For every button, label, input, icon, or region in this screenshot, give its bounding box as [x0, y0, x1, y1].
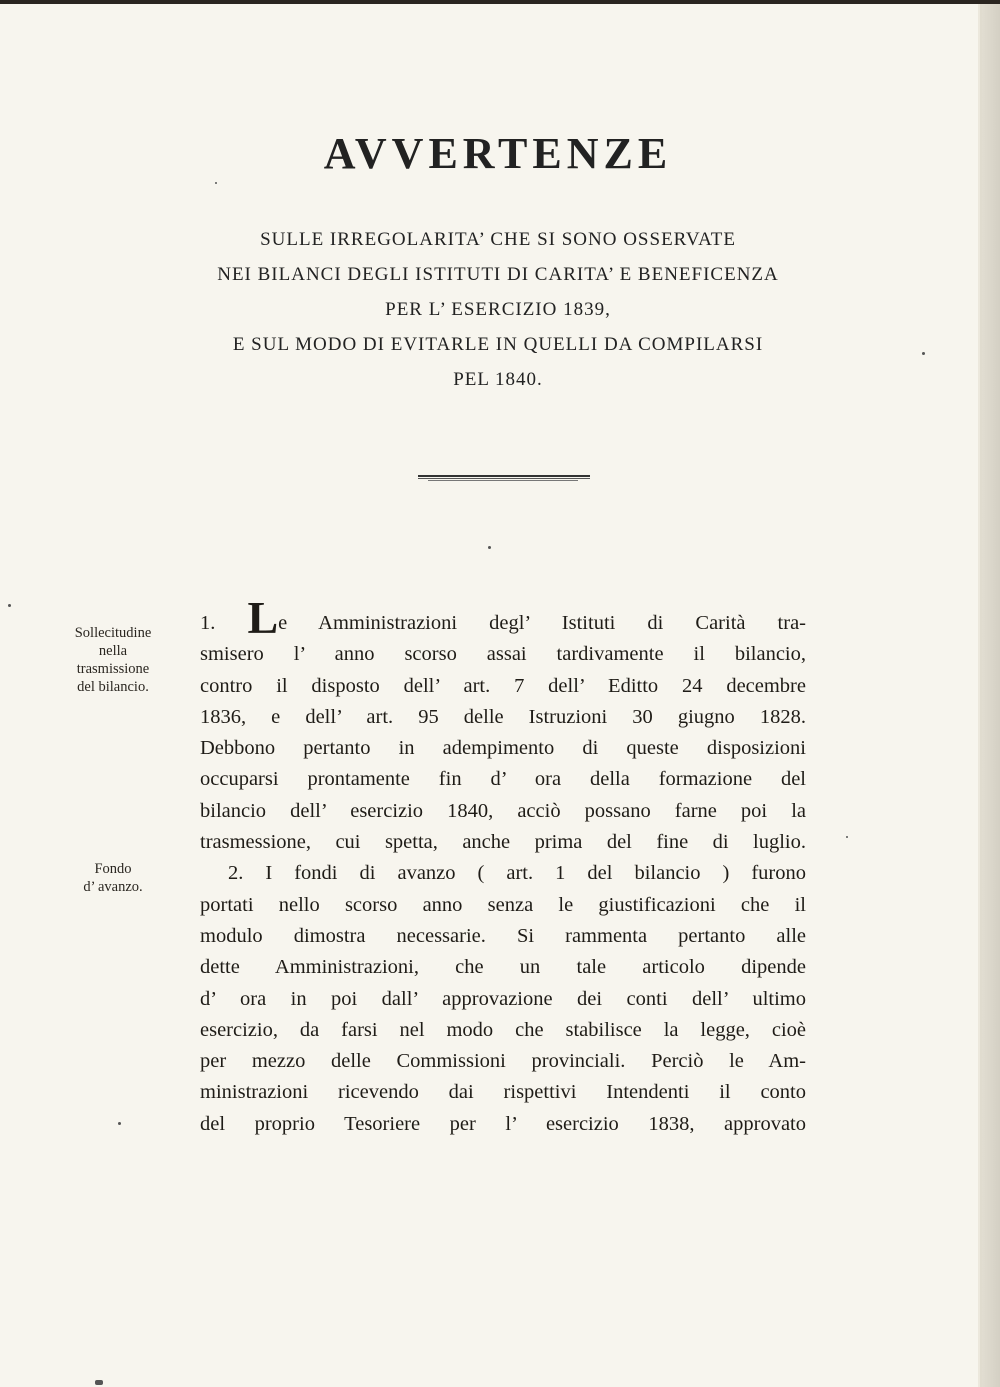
paper-speck — [488, 546, 491, 549]
text-line: del proprio Tesoriere per l’ esercizio 1838, approvato — [200, 1112, 806, 1135]
paper-speck — [118, 1122, 121, 1125]
paper-speck — [8, 604, 11, 607]
margin-note-line: nella — [98, 643, 128, 659]
drop-cap: L — [247, 592, 279, 643]
text-line: smisero l’ anno scorso assai tardivamente il bilancio, — [200, 643, 806, 666]
text-line: bilancio dell’ esercizio 1840, acciò possano farne poi la — [200, 799, 806, 822]
text-line: modulo dimostra necessarie. Si rammenta pertanto alle — [200, 924, 806, 947]
paper-speck — [215, 182, 217, 184]
subtitle-line: PEL 1840. — [453, 369, 543, 390]
margin-note-line: Fondo — [94, 861, 132, 877]
text-line: 1836, e dell’ art. 95 delle Istruzioni 30 giugno 1828. — [200, 705, 806, 728]
document-title: AVVERTENZE — [323, 129, 673, 178]
text-line: contro il disposto dell’ art. 7 dell’ Editto 24 decembre — [200, 674, 806, 697]
text-line: esercizio, da farsi nel modo che stabilisce la legge, cioè — [200, 1018, 806, 1041]
subtitle-line: SULLE IRREGOLARITA’ CHE SI SONO OSSERVATE — [260, 229, 736, 250]
margin-note-line: Sollecitudine — [74, 625, 152, 641]
document-subtitle — [0, 222, 996, 397]
text-line: trasmessione, cui spetta, anche prima del fine di luglio. — [200, 831, 806, 854]
body-text — [200, 592, 806, 1140]
decorative-rule — [418, 475, 590, 481]
subtitle-line: NEI BILANCI DEGLI ISTITUTI DI CARITA’ E BENEFICENZA — [217, 264, 779, 285]
subtitle-line: E SUL MODO DI EVITARLE IN QUELLI DA COMPILARSI — [232, 334, 764, 355]
paper-speck — [95, 1380, 103, 1385]
margin-note-line: d’ avanzo. — [83, 879, 143, 895]
text-line: occuparsi prontamente fin d’ ora della formazione del — [200, 768, 806, 791]
page-right-edge — [978, 4, 1000, 1387]
margin-note-fondo — [48, 860, 178, 896]
text-line: d’ ora in poi dall’ approvazione dei conti dell’ ultimo — [200, 987, 806, 1010]
paragraph-1-first-line — [200, 592, 806, 643]
text-line: dette Amministrazioni, che un tale articolo dipende — [200, 956, 806, 979]
paper-speck — [846, 836, 848, 838]
text-line: Debbono pertanto in adempimento di queste disposizioni — [200, 737, 806, 760]
subtitle-line: PER L’ ESERCIZIO 1839, — [385, 299, 611, 320]
margin-note-sollecitudine — [48, 624, 178, 696]
text-line: per mezzo delle Commissioni provinciali. Perciò le Am- — [200, 1050, 806, 1073]
margin-note-line: del bilancio. — [77, 679, 149, 695]
text-line: 2. I fondi di avanzo ( art. 1 del bilancio ) furono — [228, 862, 806, 885]
paragraph-text: e Amministrazioni degl’ Istituti di Carità tra- — [278, 612, 806, 634]
text-line: ministrazioni ricevendo dai rispettivi Intendenti il conto — [200, 1081, 806, 1104]
margin-note-line: trasmissione — [76, 661, 150, 677]
text-line: portati nello scorso anno senza le giustificazioni che il — [200, 893, 806, 916]
paragraph-number: 1. — [200, 612, 216, 634]
